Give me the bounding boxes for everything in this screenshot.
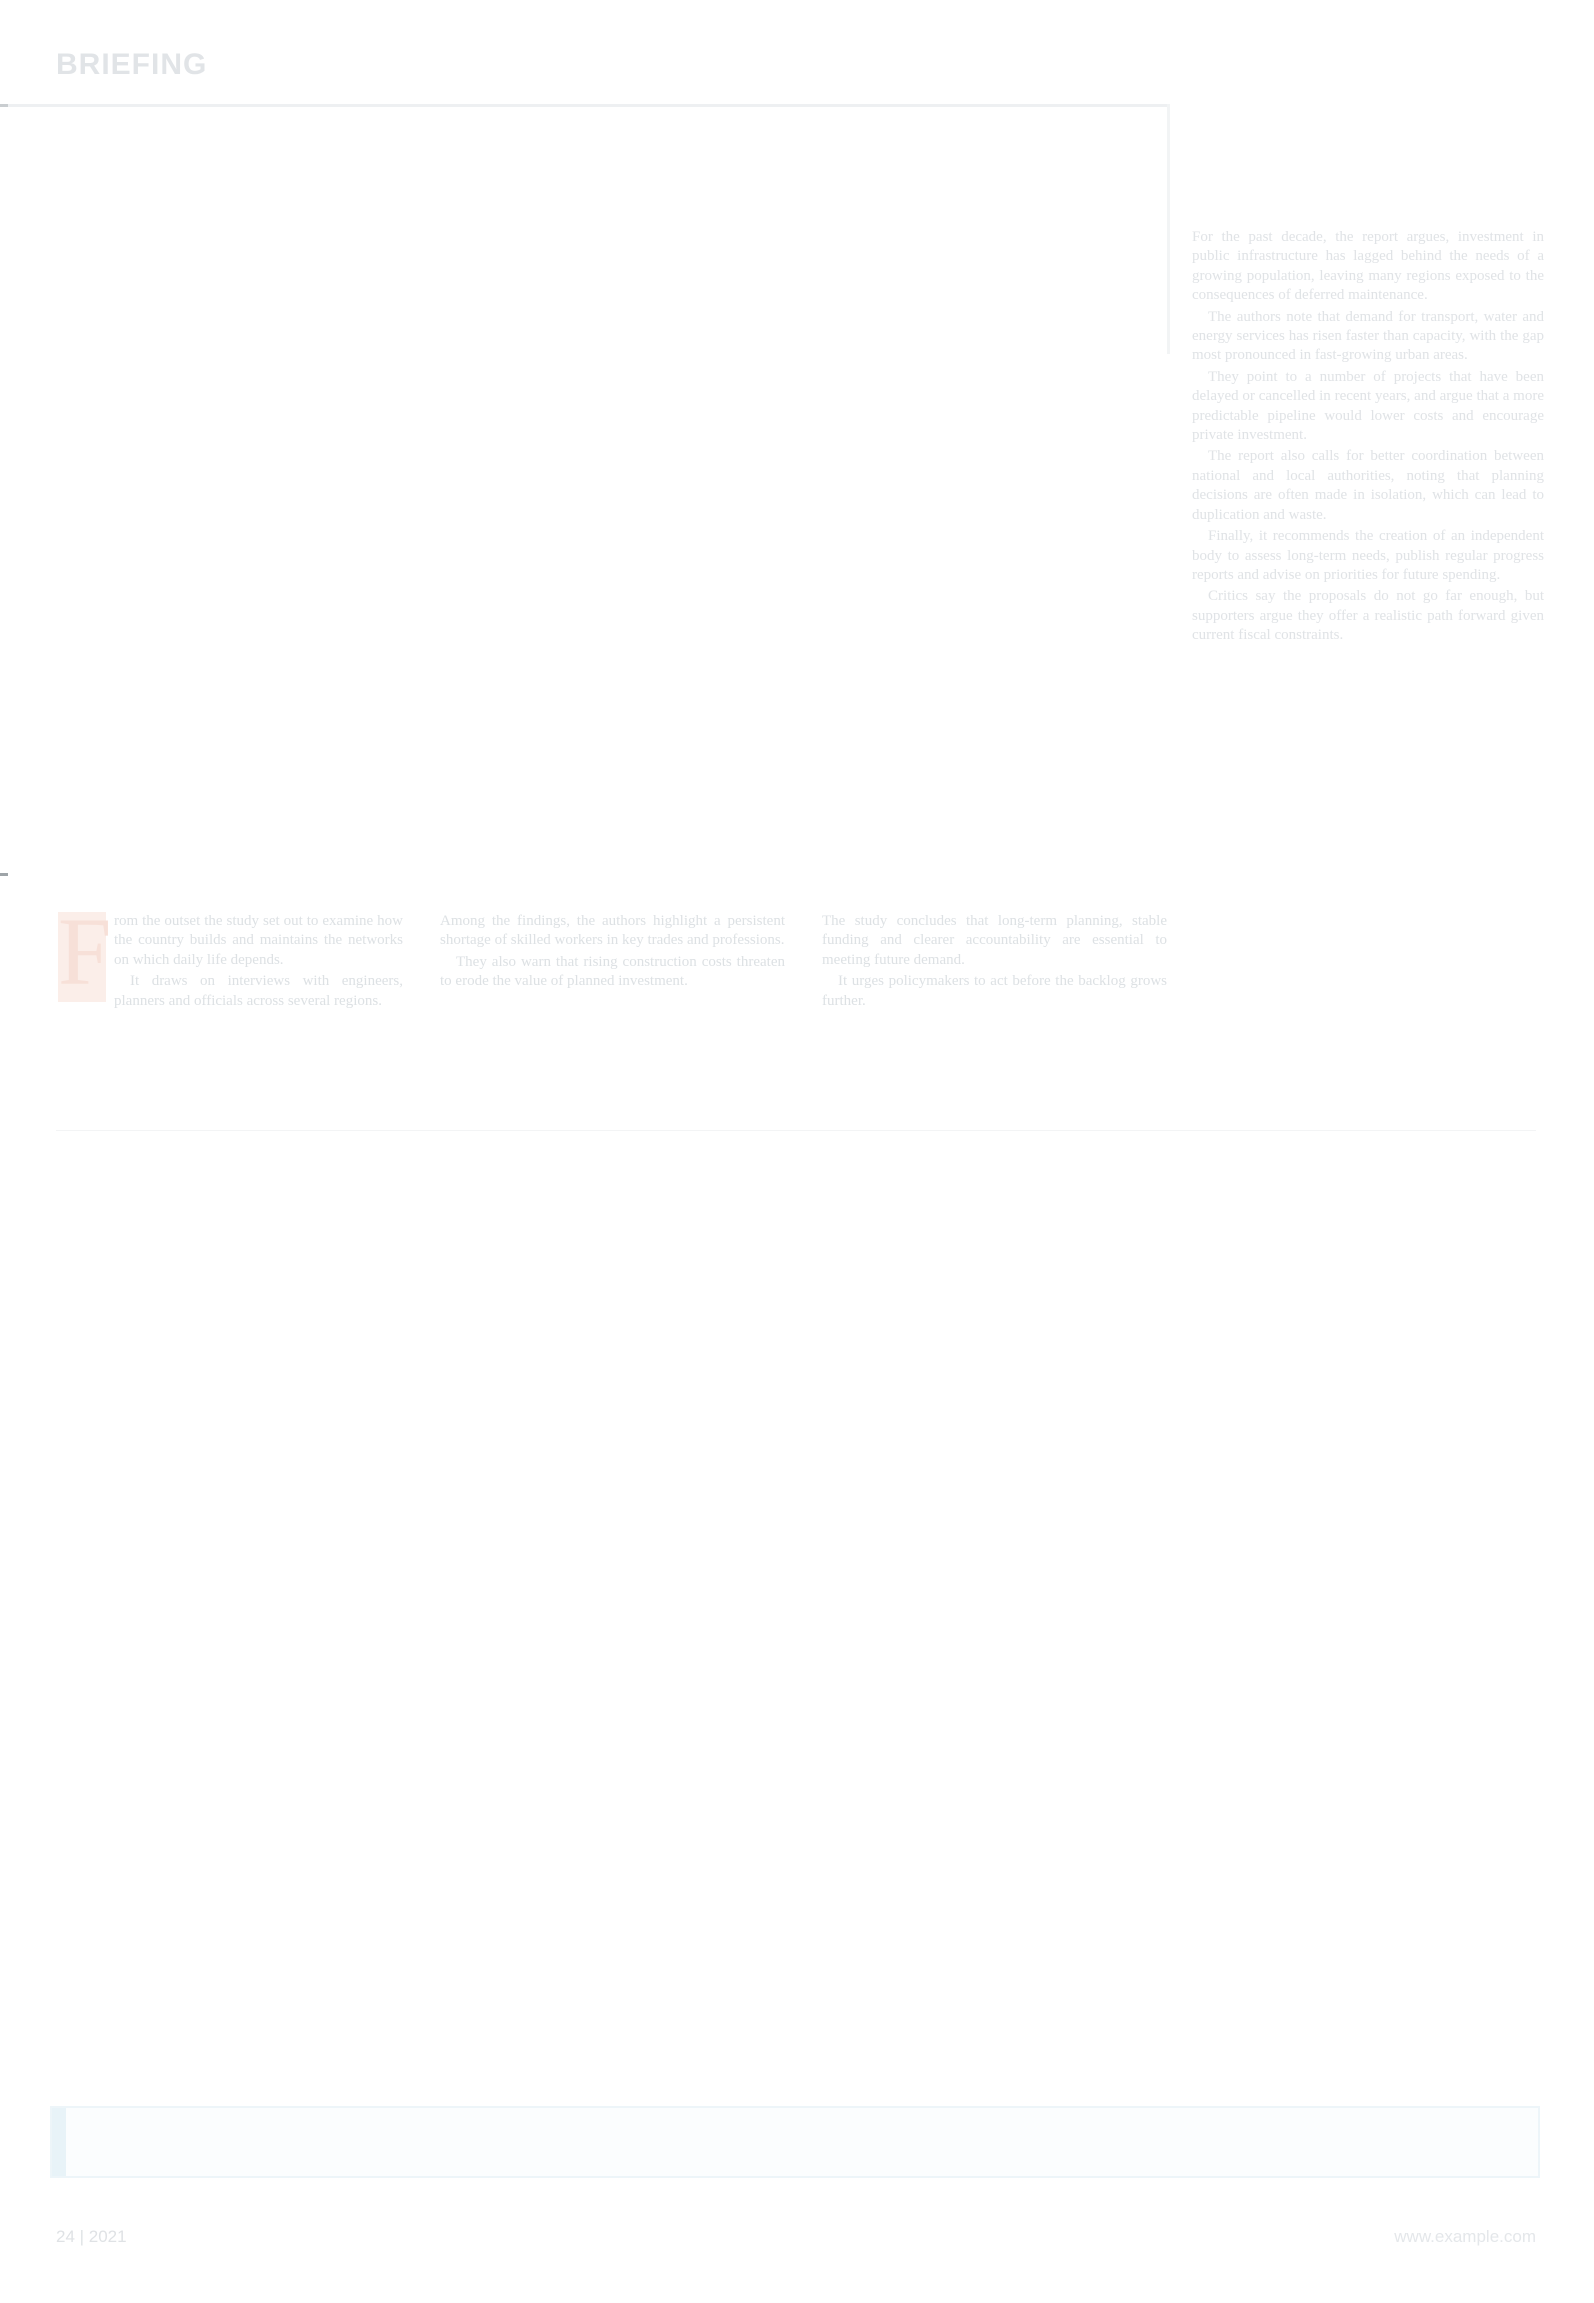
drop-cap: F: [58, 912, 112, 1005]
crop-mark-middle: [0, 873, 8, 876]
article-paragraph: It urges policymakers to act before the backlog grows further.: [822, 973, 1167, 1009]
publication-url: www.example.com: [1394, 2227, 1536, 2246]
footer-banner-accent: [52, 2108, 66, 2176]
section-label: BRIEFING: [56, 48, 208, 81]
article-column-1: [58, 912, 403, 1102]
content-divider: [56, 1130, 1536, 1131]
image-placeholder: [0, 104, 1170, 354]
sidebar-paragraph: They point to a number of projects that have been delayed or cancelled in recent years, and argue that a more predictable pipeline would lower costs and encourage private investment.: [1192, 368, 1544, 444]
sidebar-paragraph: Finally, it recommends the creation of an independent body to assess long-term needs, publish regular progress reports and advise on priorities for future spending.: [1192, 528, 1544, 583]
crop-mark-top: [0, 104, 8, 107]
article-paragraph: The study concludes that long-term planning, stable funding and clearer accountability are essential to meeting future demand.: [822, 913, 1167, 968]
sidebar-paragraph: The report also calls for better coordination between national and local authorities, noting that planning decisions are often made in isolation, which can lead to duplication and waste.: [1192, 448, 1544, 523]
sidebar-paragraph: For the past decade, the report argues, investment in public infrastructure has lagged behind the needs of a growing population, leaving many regions exposed to the consequences of deferred maintenance.: [1192, 229, 1544, 304]
sidebar-column: [1192, 228, 1544, 1098]
sidebar-paragraph: The authors note that demand for transport, water and energy services has risen faster than capacity, with the gap most pronounced in fast-growing urban areas.: [1192, 308, 1544, 364]
footer-banner: [50, 2106, 1540, 2178]
article-column-3: [822, 912, 1167, 1102]
article-paragraph: Among the findings, the authors highlight a persistent shortage of skilled workers in key trades and professions.: [440, 913, 785, 949]
article-paragraph: They also warn that rising construction costs threaten to erode the value of planned investment.: [440, 953, 785, 990]
article-paragraph: rom the outset the study set out to examine how the country builds and maintains the networks on which daily life depends.: [114, 913, 403, 968]
sidebar-paragraph: Critics say the proposals do not go far enough, but supporters argue they offer a realistic path forward given current fiscal constraints.: [1192, 588, 1544, 644]
article-column-2: [440, 912, 785, 1102]
page-number: 24 | 2021: [56, 2227, 127, 2246]
article-paragraph: It draws on interviews with engineers, planners and officials across several regions.: [114, 973, 403, 1009]
